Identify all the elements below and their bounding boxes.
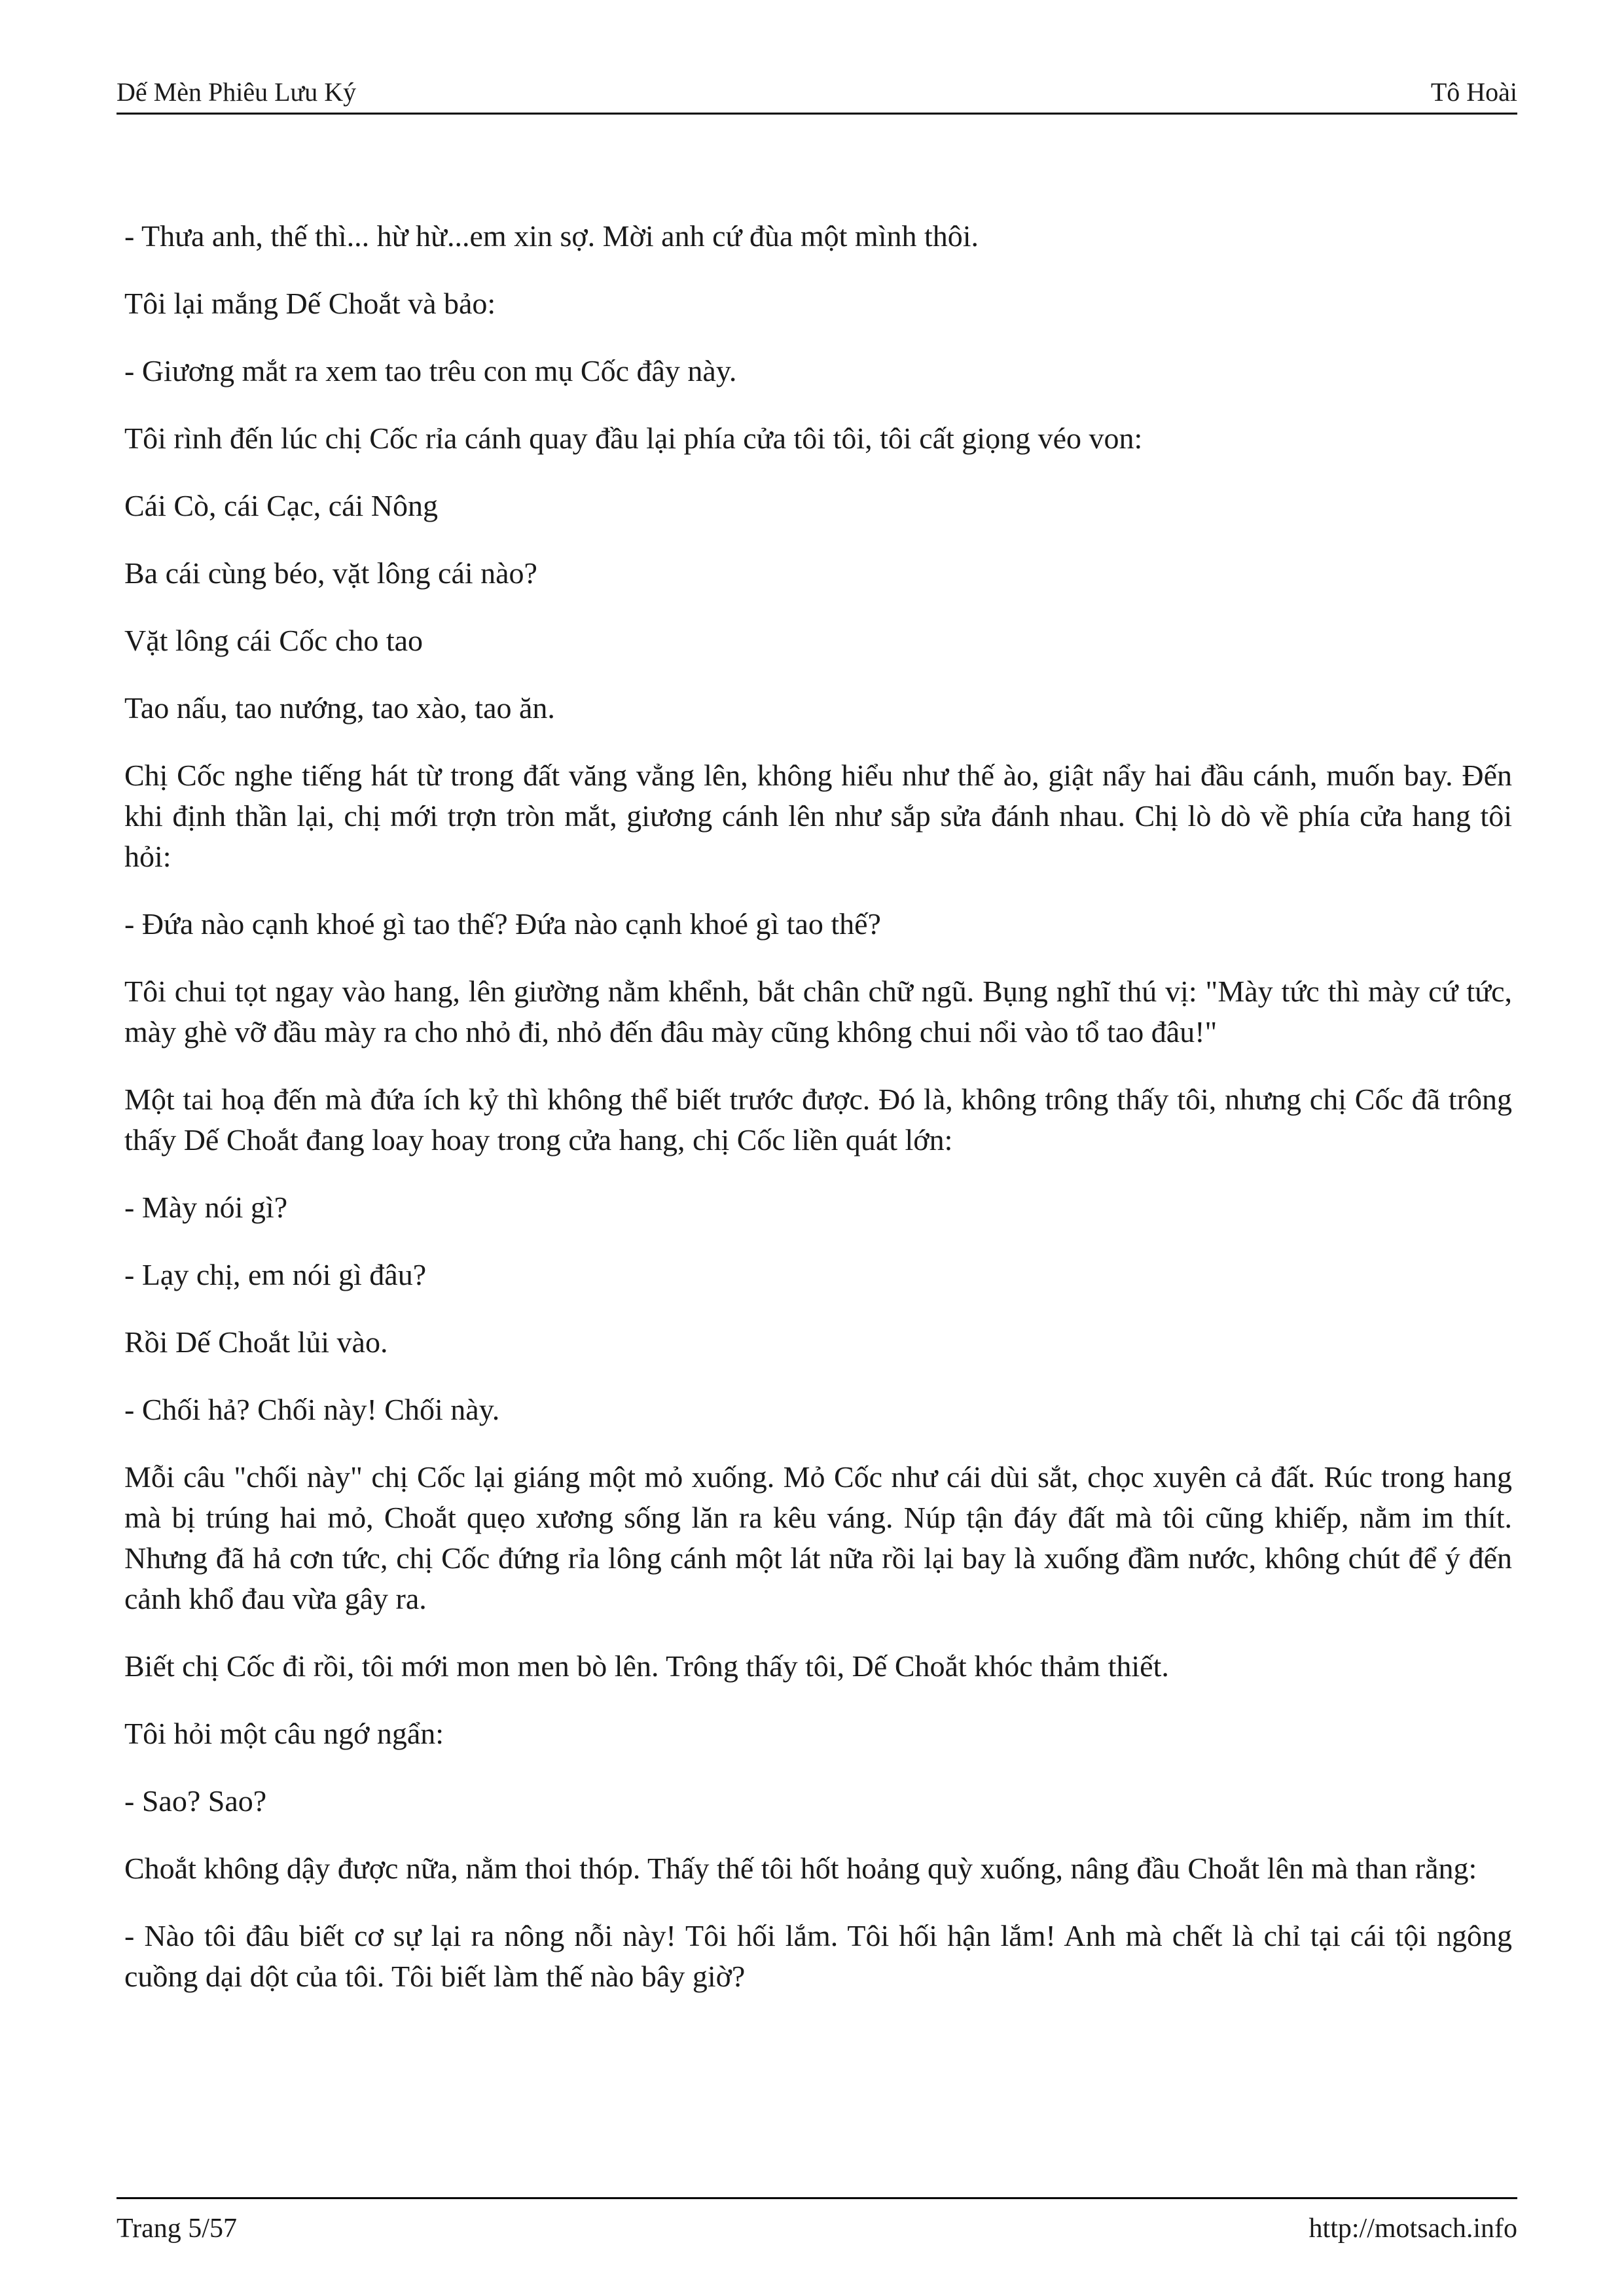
- paragraph: - Mày nói gì?: [124, 1191, 288, 1224]
- paragraph: - Thưa anh, thế thì... hừ hừ...em xin sợ. Mời anh cứ đùa một mình thôi.: [124, 219, 979, 253]
- page-number: Trang 5/57: [117, 2214, 237, 2244]
- author-name: Tô Hoài: [1430, 77, 1517, 107]
- poem-line: Ba cái cùng béo, vặt lông cái nào?: [124, 556, 537, 590]
- page-body: [124, 216, 1512, 2024]
- book-title: Dế Mèn Phiêu Lưu Ký: [117, 77, 357, 107]
- paragraph: Một tai hoạ đến mà đứa ích kỷ thì không thể biết trước được. Đó là, không trông thấy tôi, nhưng chị Cốc đã trông thấy Dế Choắt đang loay hoay trong cửa hang, chị Cốc liền quát lớn:: [124, 1083, 1512, 1157]
- paragraph: - Nào tôi đâu biết cơ sự lại ra nông nỗi này! Tôi hối lắm. Tôi hối hận lắm! Anh mà chết là chỉ tại cái tội ngông cuồng dại dột của tôi. Tôi biết làm thế nào bây giờ?: [124, 1919, 1512, 1993]
- website-link[interactable]: http://motsach.info: [1308, 2214, 1517, 2244]
- page-header: [117, 72, 1517, 115]
- paragraph: - Sao? Sao?: [124, 1784, 267, 1818]
- poem-line: Cái Cò, cái Cạc, cái Nông: [124, 489, 439, 522]
- paragraph: Tôi lại mắng Dế Choắt và bảo:: [124, 287, 496, 320]
- poem-line: Tao nấu, tao nướng, tao xào, tao ăn.: [124, 691, 555, 725]
- poem-line: Vặt lông cái Cốc cho tao: [124, 624, 424, 657]
- paragraph: Mỗi câu "chối này" chị Cốc lại giáng một mỏ xuống. Mỏ Cốc như cái dùi sắt, chọc xuyên cả đất. Rúc trong hang mà bị trúng hai mỏ, Choắt quẹo xương sống lăn ra kêu váng. Núp tận đáy đất mà tôi cũng khiếp, nằm im thít. Nhưng đã hả cơn tức, chị Cốc đứng rỉa lông cánh một lát nữa rồi lại bay là xuống đầm nước, không chút để ý đến cảnh khổ đau vừa gây ra.: [124, 1460, 1512, 1615]
- paragraph: Tôi rình đến lúc chị Cốc rỉa cánh quay đầu lại phía cửa tôi tôi, tôi cất giọng véo von:: [124, 422, 1143, 455]
- paragraph: Biết chị Cốc đi rồi, tôi mới mon men bò lên. Trông thấy tôi, Dế Choắt khóc thảm thiết.: [124, 1649, 1169, 1683]
- paragraph: - Chối hả? Chối này! Chối này.: [124, 1393, 500, 1426]
- page-footer: [117, 2197, 1517, 2258]
- paragraph: Chị Cốc nghe tiếng hát từ trong đất văng vẳng lên, không hiểu như thế ào, giật nẩy hai đầu cánh, muốn bay. Đến khi định thần lại, chị mới trợn tròn mắt, giương cánh lên như sắp sửa đánh nhau. Chị lò dò về phía cửa hang tôi hỏi:: [124, 759, 1512, 873]
- paragraph: Rồi Dế Choắt lủi vào.: [124, 1325, 388, 1359]
- paragraph: Tôi chui tọt ngay vào hang, lên giường nằm khểnh, bắt chân chữ ngũ. Bụng nghĩ thú vị: "Mày tức thì mày cứ tức, mày ghè vỡ đầu mày ra cho nhỏ đi, nhỏ đến đâu mày cũng không chui nổi vào tổ tao đâu!": [124, 975, 1512, 1049]
- paragraph: - Giương mắt ra xem tao trêu con mụ Cốc đây này.: [124, 354, 737, 387]
- paragraph: Tôi hỏi một câu ngớ ngẩn:: [124, 1717, 444, 1750]
- paragraph: - Lạy chị, em nói gì đâu?: [124, 1258, 427, 1291]
- paragraph: Choắt không dậy được nữa, nằm thoi thóp. Thấy thế tôi hốt hoảng quỳ xuống, nâng đầu Choắt lên mà than rằng:: [124, 1852, 1477, 1885]
- paragraph: - Đứa nào cạnh khoé gì tao thế? Đứa nào cạnh khoé gì tao thế?: [124, 907, 881, 941]
